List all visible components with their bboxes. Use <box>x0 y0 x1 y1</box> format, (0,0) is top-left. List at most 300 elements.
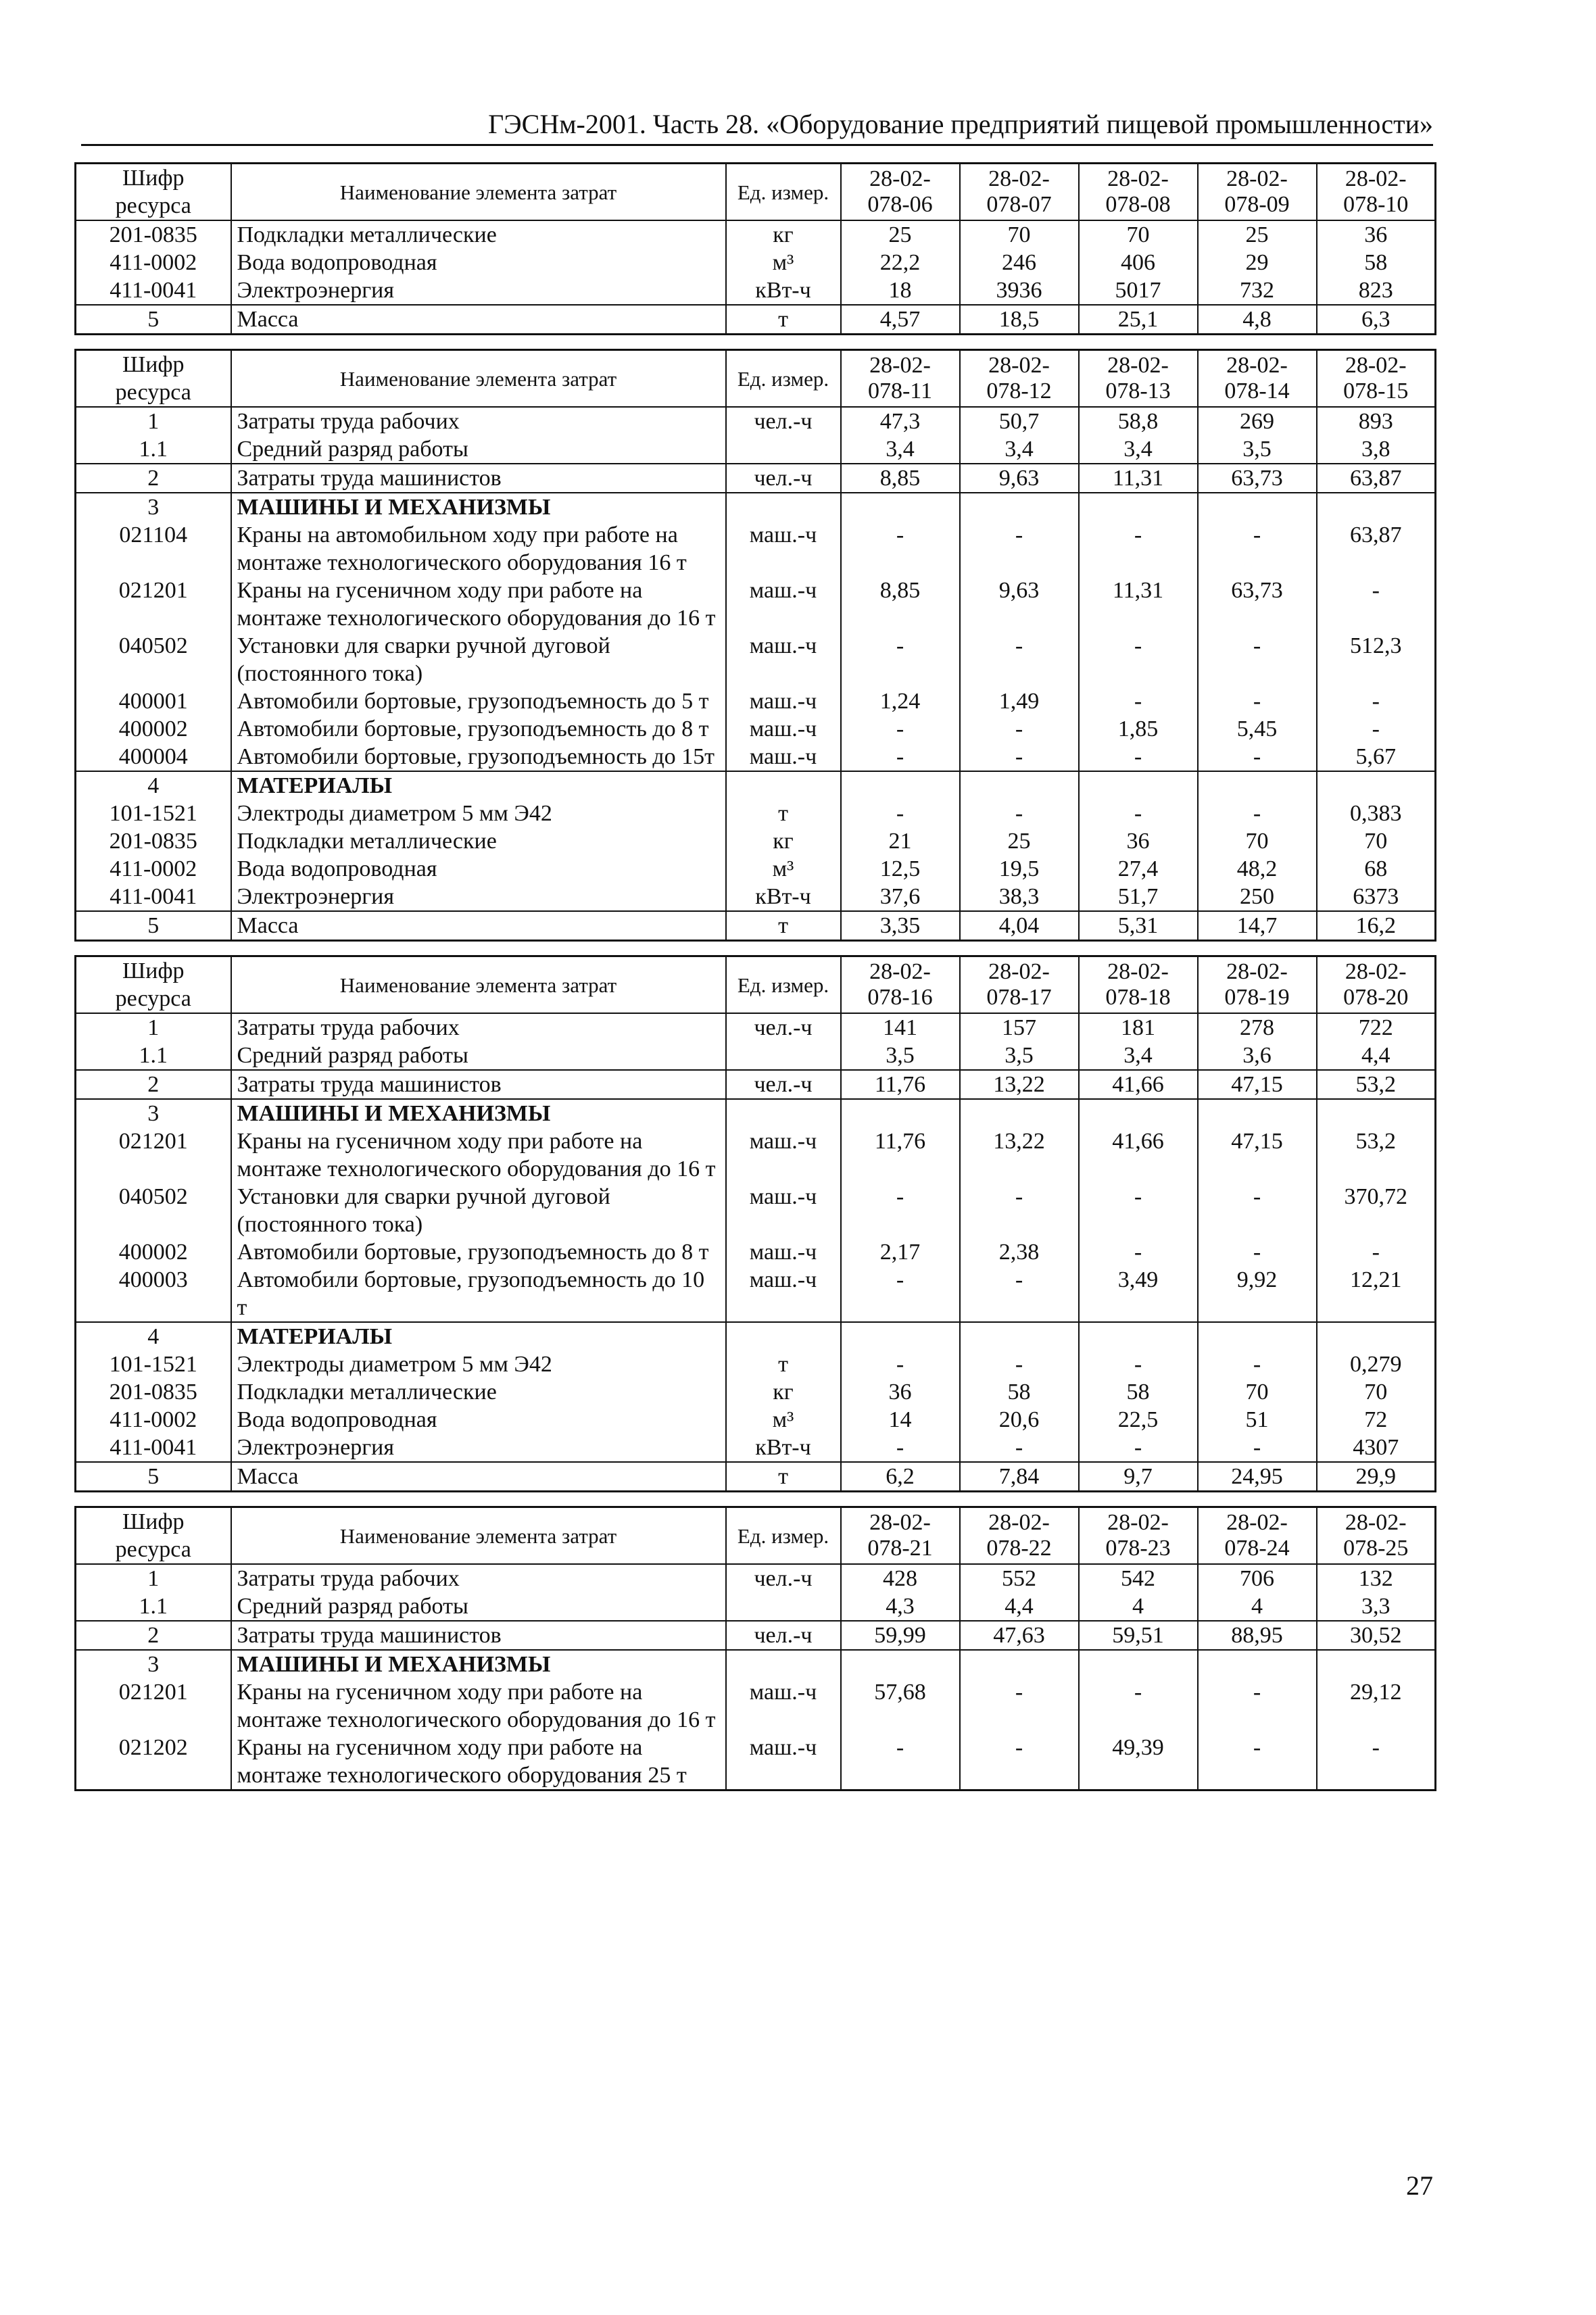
norm-value-cell <box>1317 1650 1436 1678</box>
header-code-line: Шифр <box>122 166 185 191</box>
header-norm-code-line: 28-02- <box>1107 959 1169 984</box>
table-row <box>76 632 1436 687</box>
unit-cell: т <box>726 1462 841 1492</box>
resource-code-cell: 2 <box>76 1070 231 1099</box>
cost-element-name-cell: Краны на гусеничном ходу при работе на монтаже технологического оборудования 25 т <box>231 1734 726 1790</box>
table-row <box>76 1462 1436 1492</box>
norm-value-cell: 3,5 <box>841 1042 960 1070</box>
norm-value-cell: 12,21 <box>1317 1266 1436 1322</box>
norm-value-cell: 3,8 <box>1317 435 1436 464</box>
norm-value-cell: - <box>960 1183 1079 1238</box>
cost-element-name-cell: Электроэнергия <box>231 276 726 305</box>
norm-value-cell: 51 <box>1198 1406 1317 1434</box>
norm-value-cell: 59,99 <box>841 1621 960 1650</box>
unit-cell: т <box>726 800 841 827</box>
table-header-row <box>76 164 1436 221</box>
header-code-line: Шифр <box>122 1509 185 1534</box>
header-norm-code <box>841 956 960 1014</box>
resource-code-cell: 1 <box>76 1013 231 1042</box>
norm-value-cell: - <box>1317 1238 1436 1266</box>
unit-cell: маш.-ч <box>726 1238 841 1266</box>
header-norm-code <box>1079 1507 1198 1565</box>
unit-cell: кг <box>726 220 841 249</box>
norm-value-cell: 29,9 <box>1317 1462 1436 1492</box>
header-norm-code-line: 28-02- <box>869 166 931 191</box>
header-norm-code-line: 078-11 <box>867 379 933 404</box>
norm-value-cell: - <box>960 800 1079 827</box>
norm-value-cell: 3,5 <box>960 1042 1079 1070</box>
norm-value-cell: - <box>841 800 960 827</box>
header-resource-code <box>76 956 231 1014</box>
table-row <box>76 249 1436 276</box>
header-norm-code-line: 28-02- <box>1107 166 1169 191</box>
resource-code-cell: 1 <box>76 407 231 435</box>
table-row <box>76 800 1436 827</box>
table-row <box>76 1650 1436 1678</box>
resource-code-cell: 400003 <box>76 1266 231 1322</box>
cost-element-name-cell: Краны на гусеничном ходу при работе на монтаже технологического оборудования до 16 т <box>231 577 726 632</box>
norm-value-cell: 70 <box>1198 1378 1317 1406</box>
norm-value-cell: 11,76 <box>841 1127 960 1183</box>
norm-value-cell: 3,49 <box>1079 1266 1198 1322</box>
section-title-cell: МАТЕРИАЛЫ <box>231 771 726 800</box>
table-row <box>76 1127 1436 1183</box>
norm-value-cell: 18 <box>841 276 960 305</box>
norm-value-cell: 29 <box>1198 249 1317 276</box>
norm-value-cell: 49,39 <box>1079 1734 1198 1790</box>
header-norm-code-line: 078-09 <box>1224 192 1290 217</box>
cost-element-name-cell: Краны на гусеничном ходу при работе на монтаже технологического оборудования до 16 т <box>231 1127 726 1183</box>
norm-value-cell: - <box>1317 715 1436 743</box>
resource-code-cell: 411-0041 <box>76 883 231 911</box>
header-norm-code-line: 078-07 <box>986 192 1052 217</box>
unit-cell <box>726 1592 841 1621</box>
norm-value-cell: 512,3 <box>1317 632 1436 687</box>
norm-value-cell: 22,2 <box>841 249 960 276</box>
norm-value-cell: - <box>1079 743 1198 771</box>
norm-value-cell <box>1079 771 1198 800</box>
table-row <box>76 1734 1436 1790</box>
resource-code-cell: 3 <box>76 1099 231 1127</box>
norm-value-cell: 4,04 <box>960 911 1079 941</box>
norm-value-cell: 53,2 <box>1317 1127 1436 1183</box>
norm-value-cell: 246 <box>960 249 1079 276</box>
norm-value-cell: 59,51 <box>1079 1621 1198 1650</box>
norm-value-cell: 181 <box>1079 1013 1198 1042</box>
unit-cell: маш.-ч <box>726 1266 841 1322</box>
cost-element-name-cell: Автомобили бортовые, грузоподъемность до 15т <box>231 743 726 771</box>
norm-value-cell: 38,3 <box>960 883 1079 911</box>
cost-element-name-cell: Электроды диаметром 5 мм Э42 <box>231 800 726 827</box>
header-norm-code <box>960 956 1079 1014</box>
header-norm-code <box>1079 350 1198 408</box>
resource-code-cell: 201-0835 <box>76 827 231 855</box>
unit-cell: кВт-ч <box>726 276 841 305</box>
norm-value-cell: 19,5 <box>960 855 1079 883</box>
page-header: ГЭСНм-2001. Часть 28. «Оборудование предприятий пищевой промышленности» <box>488 109 1433 139</box>
norm-value-cell: 706 <box>1198 1564 1317 1592</box>
norm-value-cell: 58 <box>1317 249 1436 276</box>
norm-value-cell <box>1198 771 1317 800</box>
cost-element-name-cell: Установки для сварки ручной дуговой (постоянного тока) <box>231 632 726 687</box>
header-norm-code-line: 078-06 <box>867 192 933 217</box>
unit-cell: маш.-ч <box>726 1678 841 1734</box>
norm-value-cell: 70 <box>1198 827 1317 855</box>
norm-value-cell: 6,2 <box>841 1462 960 1492</box>
norm-value-cell <box>841 771 960 800</box>
header-unit: Ед. измер. <box>726 164 841 221</box>
norm-value-cell: - <box>1198 1350 1317 1378</box>
norm-value-cell: 11,31 <box>1079 577 1198 632</box>
norm-value-cell: - <box>1198 800 1317 827</box>
norm-value-cell: - <box>841 1266 960 1322</box>
table-row <box>76 1099 1436 1127</box>
table-row <box>76 220 1436 249</box>
norm-value-cell: 278 <box>1198 1013 1317 1042</box>
header-resource-code <box>76 1507 231 1565</box>
norm-value-cell: 3,6 <box>1198 1042 1317 1070</box>
header-cost-element-name: Наименование элемента затрат <box>231 956 726 1014</box>
norm-value-cell <box>1079 1650 1198 1678</box>
header-norm-code-line: 078-19 <box>1224 985 1290 1010</box>
norm-value-cell: - <box>960 1434 1079 1462</box>
norms-table <box>74 1506 1436 1791</box>
norm-value-cell: 37,6 <box>841 883 960 911</box>
norm-value-cell: 269 <box>1198 407 1317 435</box>
norm-value-cell: 542 <box>1079 1564 1198 1592</box>
table-row <box>76 1678 1436 1734</box>
norm-value-cell: - <box>1079 632 1198 687</box>
norm-value-cell: 893 <box>1317 407 1436 435</box>
unit-cell: кВт-ч <box>726 1434 841 1462</box>
header-norm-code <box>960 350 1079 408</box>
resource-code-cell: 411-0002 <box>76 249 231 276</box>
resource-code-cell: 400002 <box>76 1238 231 1266</box>
norm-value-cell: 29,12 <box>1317 1678 1436 1734</box>
norm-value-cell: 4,4 <box>960 1592 1079 1621</box>
section-title-cell: МАШИНЫ И МЕХАНИЗМЫ <box>231 1099 726 1127</box>
norm-value-cell: 53,2 <box>1317 1070 1436 1099</box>
resource-code-cell: 201-0835 <box>76 1378 231 1406</box>
header-norm-code <box>960 1507 1079 1565</box>
norm-value-cell: 4,57 <box>841 305 960 335</box>
header-norm-code <box>1198 956 1317 1014</box>
norm-value-cell: - <box>1079 1678 1198 1734</box>
norms-table <box>74 955 1436 1492</box>
table-header-row <box>76 350 1436 408</box>
resource-code-cell: 021104 <box>76 521 231 577</box>
norm-value-cell: 9,63 <box>960 464 1079 493</box>
table-row <box>76 855 1436 883</box>
unit-cell: м³ <box>726 1406 841 1434</box>
resource-code-cell: 021202 <box>76 1734 231 1790</box>
norm-value-cell: 63,73 <box>1198 577 1317 632</box>
table-row <box>76 715 1436 743</box>
norm-value-cell: 22,5 <box>1079 1406 1198 1434</box>
header-norm-code-line: 28-02- <box>1345 959 1407 984</box>
cost-element-name-cell: Масса <box>231 305 726 335</box>
norm-value-cell: - <box>1198 687 1317 715</box>
cost-element-name-cell: Автомобили бортовые, грузоподъемность до 10 т <box>231 1266 726 1322</box>
resource-code-cell: 411-0002 <box>76 1406 231 1434</box>
header-norm-code-line: 28-02- <box>988 166 1050 191</box>
norm-value-cell: 72 <box>1317 1406 1436 1434</box>
unit-cell: чел.-ч <box>726 407 841 435</box>
header-norm-code-line: 28-02- <box>1226 1510 1288 1535</box>
table-row <box>76 1564 1436 1592</box>
resource-code-cell: 411-0041 <box>76 1434 231 1462</box>
norm-value-cell: 9,92 <box>1198 1266 1317 1322</box>
norm-value-cell <box>1198 1099 1317 1127</box>
table-row <box>76 771 1436 800</box>
norm-value-cell: - <box>1079 521 1198 577</box>
resource-code-cell: 101-1521 <box>76 1350 231 1378</box>
table-row <box>76 1621 1436 1650</box>
norm-value-cell: 3,4 <box>1079 1042 1198 1070</box>
cost-element-name-cell: Установки для сварки ручной дуговой (постоянного тока) <box>231 1183 726 1238</box>
header-code-line: ресурса <box>115 380 191 405</box>
header-cost-element-name: Наименование элемента затрат <box>231 164 726 221</box>
resource-code-cell: 040502 <box>76 632 231 687</box>
norm-value-cell: 11,31 <box>1079 464 1198 493</box>
norm-value-cell: - <box>841 1734 960 1790</box>
header-norm-code-line: 28-02- <box>869 353 931 378</box>
norm-value-cell <box>841 1322 960 1350</box>
table-row <box>76 1013 1436 1042</box>
section-title-cell: МАШИНЫ И МЕХАНИЗМЫ <box>231 493 726 521</box>
header-norm-code-line: 28-02- <box>988 959 1050 984</box>
norm-value-cell <box>960 493 1079 521</box>
norm-value-cell: - <box>841 715 960 743</box>
table-row <box>76 1406 1436 1434</box>
norm-value-cell: 370,72 <box>1317 1183 1436 1238</box>
unit-cell: м³ <box>726 855 841 883</box>
resource-code-cell: 3 <box>76 1650 231 1678</box>
cost-element-name-cell: Электроэнергия <box>231 1434 726 1462</box>
norm-value-cell: - <box>1198 1183 1317 1238</box>
unit-cell: чел.-ч <box>726 1013 841 1042</box>
header-norm-code-line: 078-17 <box>986 985 1052 1010</box>
header-norm-code <box>1079 164 1198 221</box>
norm-value-cell: 0,279 <box>1317 1350 1436 1378</box>
norm-value-cell: - <box>1198 521 1317 577</box>
norm-value-cell: 3,3 <box>1317 1592 1436 1621</box>
table-row <box>76 577 1436 632</box>
norm-value-cell: 41,66 <box>1079 1127 1198 1183</box>
norm-value-cell: 8,85 <box>841 577 960 632</box>
cost-element-name-cell: Краны на гусеничном ходу при работе на монтаже технологического оборудования до 16 т <box>231 1678 726 1734</box>
unit-cell: маш.-ч <box>726 632 841 687</box>
norm-value-cell <box>960 1322 1079 1350</box>
header-code-line: ресурса <box>115 1537 191 1562</box>
norm-value-cell: 51,7 <box>1079 883 1198 911</box>
header-norm-code-line: 078-18 <box>1105 985 1171 1010</box>
norm-value-cell: 4307 <box>1317 1434 1436 1462</box>
unit-cell: чел.-ч <box>726 1621 841 1650</box>
norm-value-cell: - <box>1198 1678 1317 1734</box>
header-cost-element-name: Наименование элемента затрат <box>231 350 726 408</box>
section-title-cell: МАТЕРИАЛЫ <box>231 1322 726 1350</box>
cost-element-name-cell: Автомобили бортовые, грузоподъемность до 8 т <box>231 1238 726 1266</box>
header-norm-code-line: 28-02- <box>1345 1510 1407 1535</box>
resource-code-cell: 2 <box>76 1621 231 1650</box>
norm-value-cell: 36 <box>841 1378 960 1406</box>
unit-cell <box>726 1650 841 1678</box>
norm-value-cell: 406 <box>1079 249 1198 276</box>
norm-value-cell: 48,2 <box>1198 855 1317 883</box>
norm-value-cell <box>960 771 1079 800</box>
norm-value-cell: 70 <box>960 220 1079 249</box>
header-norm-code <box>1198 350 1317 408</box>
norm-value-cell <box>1079 1099 1198 1127</box>
norm-value-cell: 5017 <box>1079 276 1198 305</box>
norm-value-cell: 11,76 <box>841 1070 960 1099</box>
header-resource-code <box>76 350 231 408</box>
norm-value-cell: 4,3 <box>841 1592 960 1621</box>
header-norm-code-line: 28-02- <box>1226 959 1288 984</box>
norm-value-cell: 47,63 <box>960 1621 1079 1650</box>
header-norm-code-line: 28-02- <box>869 959 931 984</box>
header-unit: Ед. измер. <box>726 956 841 1014</box>
cost-element-name-cell: Средний разряд работы <box>231 1042 726 1070</box>
norm-value-cell: 20,6 <box>960 1406 1079 1434</box>
norm-value-cell: 6373 <box>1317 883 1436 911</box>
resource-code-cell: 4 <box>76 1322 231 1350</box>
header-code-line: Шифр <box>122 958 185 983</box>
resource-code-cell: 5 <box>76 305 231 335</box>
norm-value-cell: - <box>1079 1434 1198 1462</box>
unit-cell <box>726 1042 841 1070</box>
norm-value-cell <box>1317 1099 1436 1127</box>
resource-code-cell: 201-0835 <box>76 220 231 249</box>
header-norm-code <box>960 164 1079 221</box>
norm-value-cell: 4,4 <box>1317 1042 1436 1070</box>
header-unit: Ед. измер. <box>726 1507 841 1565</box>
norm-value-cell: 47,3 <box>841 407 960 435</box>
table-row <box>76 305 1436 335</box>
unit-cell: т <box>726 911 841 941</box>
resource-code-cell: 3 <box>76 493 231 521</box>
resource-code-cell: 021201 <box>76 1127 231 1183</box>
header-norm-code <box>1198 1507 1317 1565</box>
header-norm-code <box>1317 956 1436 1014</box>
header-norm-code-line: 078-20 <box>1343 985 1409 1010</box>
norm-value-cell: 58 <box>1079 1378 1198 1406</box>
norm-value-cell: 30,52 <box>1317 1621 1436 1650</box>
norm-value-cell <box>1198 1322 1317 1350</box>
norm-value-cell: 1,85 <box>1079 715 1198 743</box>
norm-value-cell: 3,4 <box>1079 435 1198 464</box>
table-row <box>76 1070 1436 1099</box>
unit-cell: маш.-ч <box>726 1734 841 1790</box>
norm-value-cell: - <box>841 1350 960 1378</box>
cost-element-name-cell: Средний разряд работы <box>231 435 726 464</box>
norm-value-cell <box>841 493 960 521</box>
norm-value-cell: 88,95 <box>1198 1621 1317 1650</box>
table-row <box>76 883 1436 911</box>
unit-cell: маш.-ч <box>726 1127 841 1183</box>
header-unit: Ед. измер. <box>726 350 841 408</box>
cost-element-name-cell: Подкладки металлические <box>231 827 726 855</box>
norm-value-cell: 68 <box>1317 855 1436 883</box>
cost-element-name-cell: Электроды диаметром 5 мм Э42 <box>231 1350 726 1378</box>
header-norm-code-line: 078-24 <box>1224 1536 1290 1561</box>
norm-value-cell: 141 <box>841 1013 960 1042</box>
norm-value-cell: - <box>1079 1183 1198 1238</box>
cost-element-name-cell: Масса <box>231 911 726 941</box>
resource-code-cell: 101-1521 <box>76 800 231 827</box>
resource-code-cell: 2 <box>76 464 231 493</box>
header-norm-code <box>1317 164 1436 221</box>
norms-tables <box>74 162 1434 1805</box>
resource-code-cell: 1.1 <box>76 1592 231 1621</box>
table-row <box>76 1266 1436 1322</box>
unit-cell <box>726 493 841 521</box>
resource-code-cell: 4 <box>76 771 231 800</box>
resource-code-cell: 040502 <box>76 1183 231 1238</box>
header-norm-code-line: 078-21 <box>867 1536 933 1561</box>
norm-value-cell: 428 <box>841 1564 960 1592</box>
header-norm-code-line: 078-14 <box>1224 379 1290 404</box>
norm-value-cell: - <box>960 1678 1079 1734</box>
unit-cell: чел.-ч <box>726 1564 841 1592</box>
unit-cell <box>726 435 841 464</box>
page-number: 27 <box>1406 2170 1433 2201</box>
table-row <box>76 1238 1436 1266</box>
norm-value-cell: 27,4 <box>1079 855 1198 883</box>
cost-element-name-cell: Затраты труда машинистов <box>231 464 726 493</box>
norm-value-cell: 6,3 <box>1317 305 1436 335</box>
norm-value-cell: 1,24 <box>841 687 960 715</box>
table-header-row <box>76 956 1436 1014</box>
norm-value-cell: - <box>841 1434 960 1462</box>
header-norm-code-line: 28-02- <box>1226 353 1288 378</box>
norm-value-cell: 18,5 <box>960 305 1079 335</box>
norm-value-cell: 36 <box>1317 220 1436 249</box>
cost-element-name-cell: Электроэнергия <box>231 883 726 911</box>
header-norm-code-line: 28-02- <box>1107 1510 1169 1535</box>
header-norm-code <box>1198 164 1317 221</box>
unit-cell <box>726 771 841 800</box>
table-row <box>76 1322 1436 1350</box>
norm-value-cell: 14 <box>841 1406 960 1434</box>
header-norm-code-line: 078-15 <box>1343 379 1409 404</box>
norm-value-cell: 132 <box>1317 1564 1436 1592</box>
table-row <box>76 1378 1436 1406</box>
norm-value-cell: - <box>1079 1238 1198 1266</box>
cost-element-name-cell: Затраты труда машинистов <box>231 1070 726 1099</box>
table-row <box>76 743 1436 771</box>
norm-value-cell: 58 <box>960 1378 1079 1406</box>
header-norm-code <box>1317 350 1436 408</box>
norm-value-cell: 5,31 <box>1079 911 1198 941</box>
cost-element-name-cell: Масса <box>231 1462 726 1492</box>
section-title-cell: МАШИНЫ И МЕХАНИЗМЫ <box>231 1650 726 1678</box>
resource-code-cell: 021201 <box>76 577 231 632</box>
norm-value-cell: 3936 <box>960 276 1079 305</box>
norm-value-cell: 70 <box>1079 220 1198 249</box>
norm-value-cell: - <box>960 1734 1079 1790</box>
norm-value-cell <box>960 1099 1079 1127</box>
norm-value-cell: 0,383 <box>1317 800 1436 827</box>
unit-cell: маш.-ч <box>726 521 841 577</box>
norm-value-cell: - <box>1198 1238 1317 1266</box>
norm-value-cell: 50,7 <box>960 407 1079 435</box>
norm-value-cell: 3,35 <box>841 911 960 941</box>
header-norm-code-line: 28-02- <box>1345 166 1407 191</box>
cost-element-name-cell: Автомобили бортовые, грузоподъемность до 8 т <box>231 715 726 743</box>
norm-value-cell: - <box>960 1350 1079 1378</box>
